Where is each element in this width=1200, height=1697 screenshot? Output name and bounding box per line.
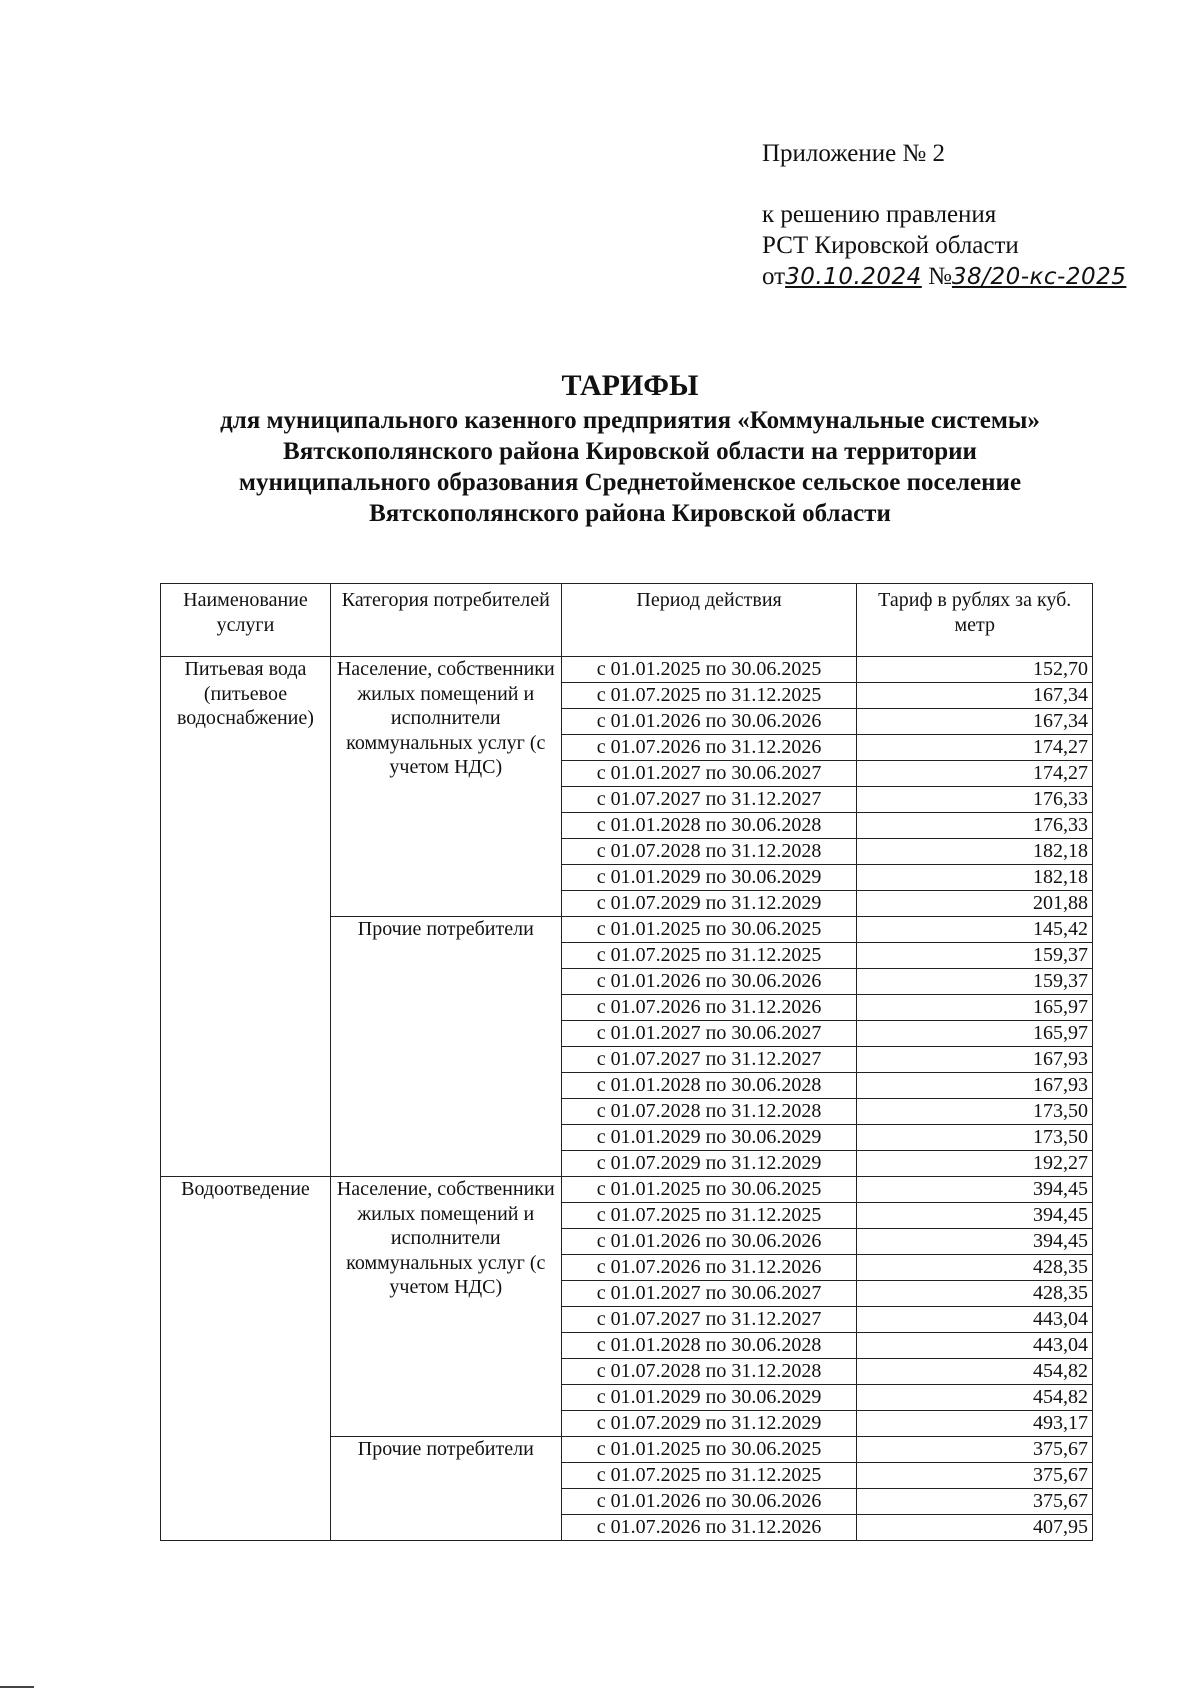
handwritten-number: 38/20-кс-2025 bbox=[951, 264, 1127, 290]
period-cell: с 01.01.2027 по 30.06.2027 bbox=[561, 1021, 857, 1047]
title-line-3: муниципального образования Среднетойменское сельское поселение bbox=[238, 469, 1022, 496]
tariff-value-cell: 182,18 bbox=[857, 865, 1093, 891]
period-cell: с 01.01.2028 по 30.06.2028 bbox=[561, 813, 857, 839]
period-cell: с 01.07.2026 по 31.12.2026 bbox=[561, 1255, 857, 1281]
tariff-value-cell: 394,45 bbox=[857, 1229, 1093, 1255]
period-cell: с 01.07.2026 по 31.12.2026 bbox=[561, 1515, 857, 1541]
period-cell: с 01.01.2026 по 30.06.2026 bbox=[561, 709, 857, 735]
period-cell: с 01.07.2025 по 31.12.2025 bbox=[561, 1463, 857, 1489]
tariff-value-cell: 407,95 bbox=[857, 1515, 1093, 1541]
table-row bbox=[161, 657, 1093, 683]
period-cell: с 01.07.2027 по 31.12.2027 bbox=[561, 1047, 857, 1073]
consumer-category-cell: Прочие потребители bbox=[330, 917, 561, 1177]
period-cell: с 01.07.2025 по 31.12.2025 bbox=[561, 943, 857, 969]
period-cell: с 01.07.2026 по 31.12.2026 bbox=[561, 995, 857, 1021]
period-cell: с 01.07.2028 по 31.12.2028 bbox=[561, 1099, 857, 1125]
tariff-value-cell: 454,82 bbox=[857, 1359, 1093, 1385]
tariff-value-cell: 167,93 bbox=[857, 1073, 1093, 1099]
title-line-2: Вятскополянского района Кировской области на территории bbox=[283, 438, 977, 465]
tariff-value-cell: 165,97 bbox=[857, 995, 1093, 1021]
period-cell: с 01.01.2027 по 30.06.2027 bbox=[561, 1281, 857, 1307]
consumer-category-cell: Население, собственники жилых помещений и исполнители коммунальных услуг (с учетом НДС) bbox=[330, 1177, 561, 1437]
period-cell: с 01.07.2025 по 31.12.2025 bbox=[561, 683, 857, 709]
tariff-value-cell: 174,27 bbox=[857, 761, 1093, 787]
period-cell: с 01.07.2027 по 31.12.2027 bbox=[561, 787, 857, 813]
number-prefix: № bbox=[928, 263, 952, 290]
handwritten-date: 30.10.2024 bbox=[785, 264, 922, 290]
consumer-category-cell: Прочие потребители bbox=[330, 1437, 561, 1541]
title-line-4: Вятскополянского района Кировской области bbox=[369, 500, 891, 527]
header-period: Период действия bbox=[561, 584, 857, 657]
period-cell: с 01.01.2027 по 30.06.2027 bbox=[561, 761, 857, 787]
tariff-value-cell: 375,67 bbox=[857, 1437, 1093, 1463]
title-main: ТАРИФЫ bbox=[561, 369, 699, 402]
header-tariff: Тариф в рублях за куб. метр bbox=[857, 584, 1093, 657]
appendix-date-line bbox=[762, 261, 1126, 293]
period-cell: с 01.01.2025 по 30.06.2025 bbox=[561, 1437, 857, 1463]
tariff-value-cell: 394,45 bbox=[857, 1203, 1093, 1229]
service-name-cell: Питьевая вода (питьевое водоснабжение) bbox=[161, 657, 331, 1177]
tariff-value-cell: 165,97 bbox=[857, 1021, 1093, 1047]
period-cell: с 01.01.2029 по 30.06.2029 bbox=[561, 1125, 857, 1151]
tariff-value-cell: 375,67 bbox=[857, 1463, 1093, 1489]
tariff-value-cell: 173,50 bbox=[857, 1099, 1093, 1125]
appendix-block bbox=[762, 138, 1126, 293]
period-cell: с 01.01.2029 по 30.06.2029 bbox=[561, 865, 857, 891]
tariff-value-cell: 182,18 bbox=[857, 839, 1093, 865]
tariff-value-cell: 174,27 bbox=[857, 735, 1093, 761]
appendix-line-authority: РСТ Кировской области bbox=[762, 232, 1019, 259]
table-body bbox=[161, 657, 1093, 1541]
header-category: Категория потребителей bbox=[330, 584, 561, 657]
period-cell: с 01.07.2029 по 31.12.2029 bbox=[561, 1151, 857, 1177]
period-cell: с 01.01.2029 по 30.06.2029 bbox=[561, 1385, 857, 1411]
service-name-cell: Водоотведение bbox=[161, 1177, 331, 1541]
period-cell: с 01.01.2025 по 30.06.2025 bbox=[561, 917, 857, 943]
tariff-value-cell: 145,42 bbox=[857, 917, 1093, 943]
tariff-value-cell: 375,67 bbox=[857, 1489, 1093, 1515]
tariff-value-cell: 173,50 bbox=[857, 1125, 1093, 1151]
tariff-value-cell: 167,93 bbox=[857, 1047, 1093, 1073]
tariff-value-cell: 443,04 bbox=[857, 1307, 1093, 1333]
tariff-value-cell: 167,34 bbox=[857, 709, 1093, 735]
tariff-value-cell: 428,35 bbox=[857, 1281, 1093, 1307]
period-cell: с 01.01.2025 по 30.06.2025 bbox=[561, 657, 857, 683]
period-cell: с 01.07.2028 по 31.12.2028 bbox=[561, 1359, 857, 1385]
tariff-value-cell: 167,34 bbox=[857, 683, 1093, 709]
period-cell: с 01.01.2026 по 30.06.2026 bbox=[561, 969, 857, 995]
tariff-value-cell: 176,33 bbox=[857, 813, 1093, 839]
period-cell: с 01.07.2026 по 31.12.2026 bbox=[561, 735, 857, 761]
tariff-value-cell: 159,37 bbox=[857, 943, 1093, 969]
tariff-value-cell: 428,35 bbox=[857, 1255, 1093, 1281]
period-cell: с 01.07.2029 по 31.12.2029 bbox=[561, 1411, 857, 1437]
appendix-heading: Приложение № 2 bbox=[762, 140, 946, 167]
period-cell: с 01.01.2026 по 30.06.2026 bbox=[561, 1229, 857, 1255]
period-cell: с 01.07.2027 по 31.12.2027 bbox=[561, 1307, 857, 1333]
document-title bbox=[130, 367, 1130, 529]
tariff-value-cell: 192,27 bbox=[857, 1151, 1093, 1177]
tariff-value-cell: 201,88 bbox=[857, 891, 1093, 917]
tariff-value-cell: 152,70 bbox=[857, 657, 1093, 683]
period-cell: с 01.01.2028 по 30.06.2028 bbox=[561, 1333, 857, 1359]
period-cell: с 01.01.2028 по 30.06.2028 bbox=[561, 1073, 857, 1099]
tariff-value-cell: 176,33 bbox=[857, 787, 1093, 813]
table-header-row bbox=[161, 584, 1093, 657]
title-line-1: для муниципального казенного предприятия «Коммунальные системы» bbox=[220, 407, 1040, 434]
tariff-value-cell: 394,45 bbox=[857, 1177, 1093, 1203]
period-cell: с 01.07.2028 по 31.12.2028 bbox=[561, 839, 857, 865]
tariff-table bbox=[160, 583, 1093, 1541]
period-cell: с 01.07.2029 по 31.12.2029 bbox=[561, 891, 857, 917]
tariff-value-cell: 159,37 bbox=[857, 969, 1093, 995]
scan-edge-mark bbox=[0, 1686, 34, 1688]
period-cell: с 01.01.2025 по 30.06.2025 bbox=[561, 1177, 857, 1203]
period-cell: с 01.01.2026 по 30.06.2026 bbox=[561, 1489, 857, 1515]
consumer-category-cell: Население, собственники жилых помещений и исполнители коммунальных услуг (с учетом НДС) bbox=[330, 657, 561, 917]
tariff-value-cell: 443,04 bbox=[857, 1333, 1093, 1359]
tariff-value-cell: 493,17 bbox=[857, 1411, 1093, 1437]
appendix-line-decision: к решению правления bbox=[762, 201, 997, 228]
tariff-value-cell: 454,82 bbox=[857, 1385, 1093, 1411]
table-row bbox=[161, 1177, 1093, 1203]
period-cell: с 01.07.2025 по 31.12.2025 bbox=[561, 1203, 857, 1229]
date-prefix: от bbox=[762, 263, 786, 290]
header-service: Наименование услуги bbox=[161, 584, 331, 657]
